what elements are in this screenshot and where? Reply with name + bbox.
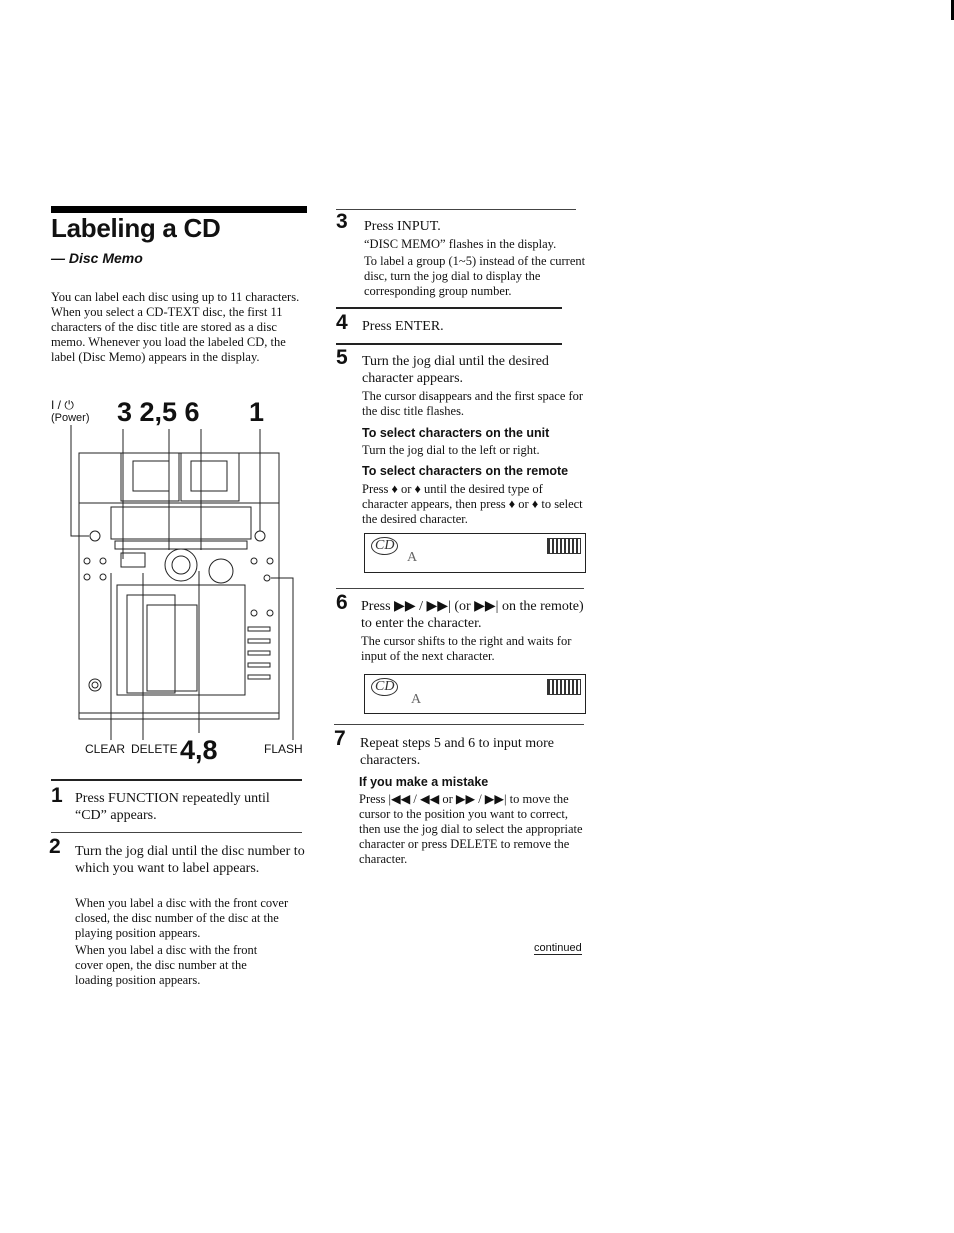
display-char: A <box>411 692 423 707</box>
step-2-number: 2 <box>49 835 61 858</box>
clear-label: CLEAR <box>85 742 126 756</box>
page-title: Labeling a CD <box>51 213 221 243</box>
cd-display-glyph: CD <box>371 537 398 555</box>
step-6-text: Press ▶▶ / ▶▶| (or ▶▶| on the remote) to enter the character. <box>361 599 584 631</box>
callout-3-25-6: 3 2,5 6 <box>117 397 200 427</box>
step-5-remote-text: Press ♦ or ♦ until the desired type of character appears, then press ♦ or ♦ to select the desired character. <box>362 482 583 526</box>
step-7-rule <box>334 724 584 725</box>
step-3-rule <box>336 209 576 210</box>
power-symbol: I / ⏻ <box>51 398 74 412</box>
step-6-detail: The cursor shifts to the right and waits for input of the next character. <box>361 634 572 663</box>
step-2-detail-open: When you label a disc with the front cover open, the disc number at the loading position appears. <box>75 943 258 987</box>
disc-indicator-icon <box>547 538 581 554</box>
display-panel-step5 <box>364 533 586 573</box>
step-4-rule <box>336 307 562 309</box>
step-3-detail-group: To label a group (1~5) instead of the current disc, turn the jog dial to display the corresponding group number. <box>364 254 586 298</box>
cd-display-glyph: CD <box>371 678 398 696</box>
step-3-text: Press INPUT. <box>364 219 441 234</box>
step-2-detail-closed: When you label a disc with the front cover closed, the disc number of the disc at the playing position appears. <box>75 896 289 940</box>
unit-figure <box>51 395 311 775</box>
unit-illustration <box>51 395 311 775</box>
page-subtitle: — Disc Memo <box>51 250 143 266</box>
step-1-text: Press FUNCTION repeatedly until “CD” appears. <box>75 791 270 823</box>
continued-label: continued <box>534 942 582 954</box>
step-5-remote-heading: To select characters on the remote <box>362 464 569 478</box>
callout-4-8: 4,8 <box>180 735 218 765</box>
step-1-rule <box>51 779 302 781</box>
step-7-text: Repeat steps 5 and 6 to input more characters. <box>360 736 555 768</box>
step-4-number: 4 <box>336 311 348 334</box>
mistake-heading: If you make a mistake <box>359 775 489 789</box>
step-2-rule <box>51 832 302 833</box>
mistake-text: Press |◀◀ / ◀◀ or ▶▶ / ▶▶| to move the cursor to the position you want to correct, then use the jog dial to select the appropriate character or press DELETE to remove the character. <box>359 792 583 866</box>
step-5-text: Turn the jog dial until the desired character appears. <box>362 354 549 386</box>
step-5-number: 5 <box>336 346 348 369</box>
step-1-number: 1 <box>51 784 63 807</box>
step-3-number: 3 <box>336 210 348 233</box>
step-7-number: 7 <box>334 727 346 750</box>
disc-indicator-icon <box>547 679 581 695</box>
step-3-detail-flash: “DISC MEMO” flashes in the display. <box>364 237 557 251</box>
title-rule <box>51 206 307 213</box>
step-6-rule <box>336 588 584 589</box>
step-5-unit-text: Turn the jog dial to the left or right. <box>362 443 540 457</box>
step-5-unit-heading: To select characters on the unit <box>362 426 550 440</box>
display-char: A <box>407 550 419 565</box>
step-6-number: 6 <box>336 591 348 614</box>
intro-paragraph: You can label each disc using up to 11 characters. When you select a CD-TEXT disc, the first 11 characters of the disc title are stored as a disc memo. Whenever you load the labeled CD, the label (Disc Memo) appears in the display. <box>51 290 300 364</box>
flash-label: FLASH <box>264 742 303 756</box>
step-5-detail: The cursor disappears and the first space for the disc title flashes. <box>362 389 584 418</box>
step-2-text: Turn the jog dial until the disc number to which you want to label appears. <box>75 844 305 876</box>
display-panel-step6 <box>364 674 586 714</box>
step-5-rule <box>336 343 562 345</box>
step-4-text: Press ENTER. <box>362 319 444 334</box>
callout-1: 1 <box>249 397 265 427</box>
delete-label: DELETE <box>131 742 178 756</box>
power-label: (Power) <box>51 412 90 424</box>
